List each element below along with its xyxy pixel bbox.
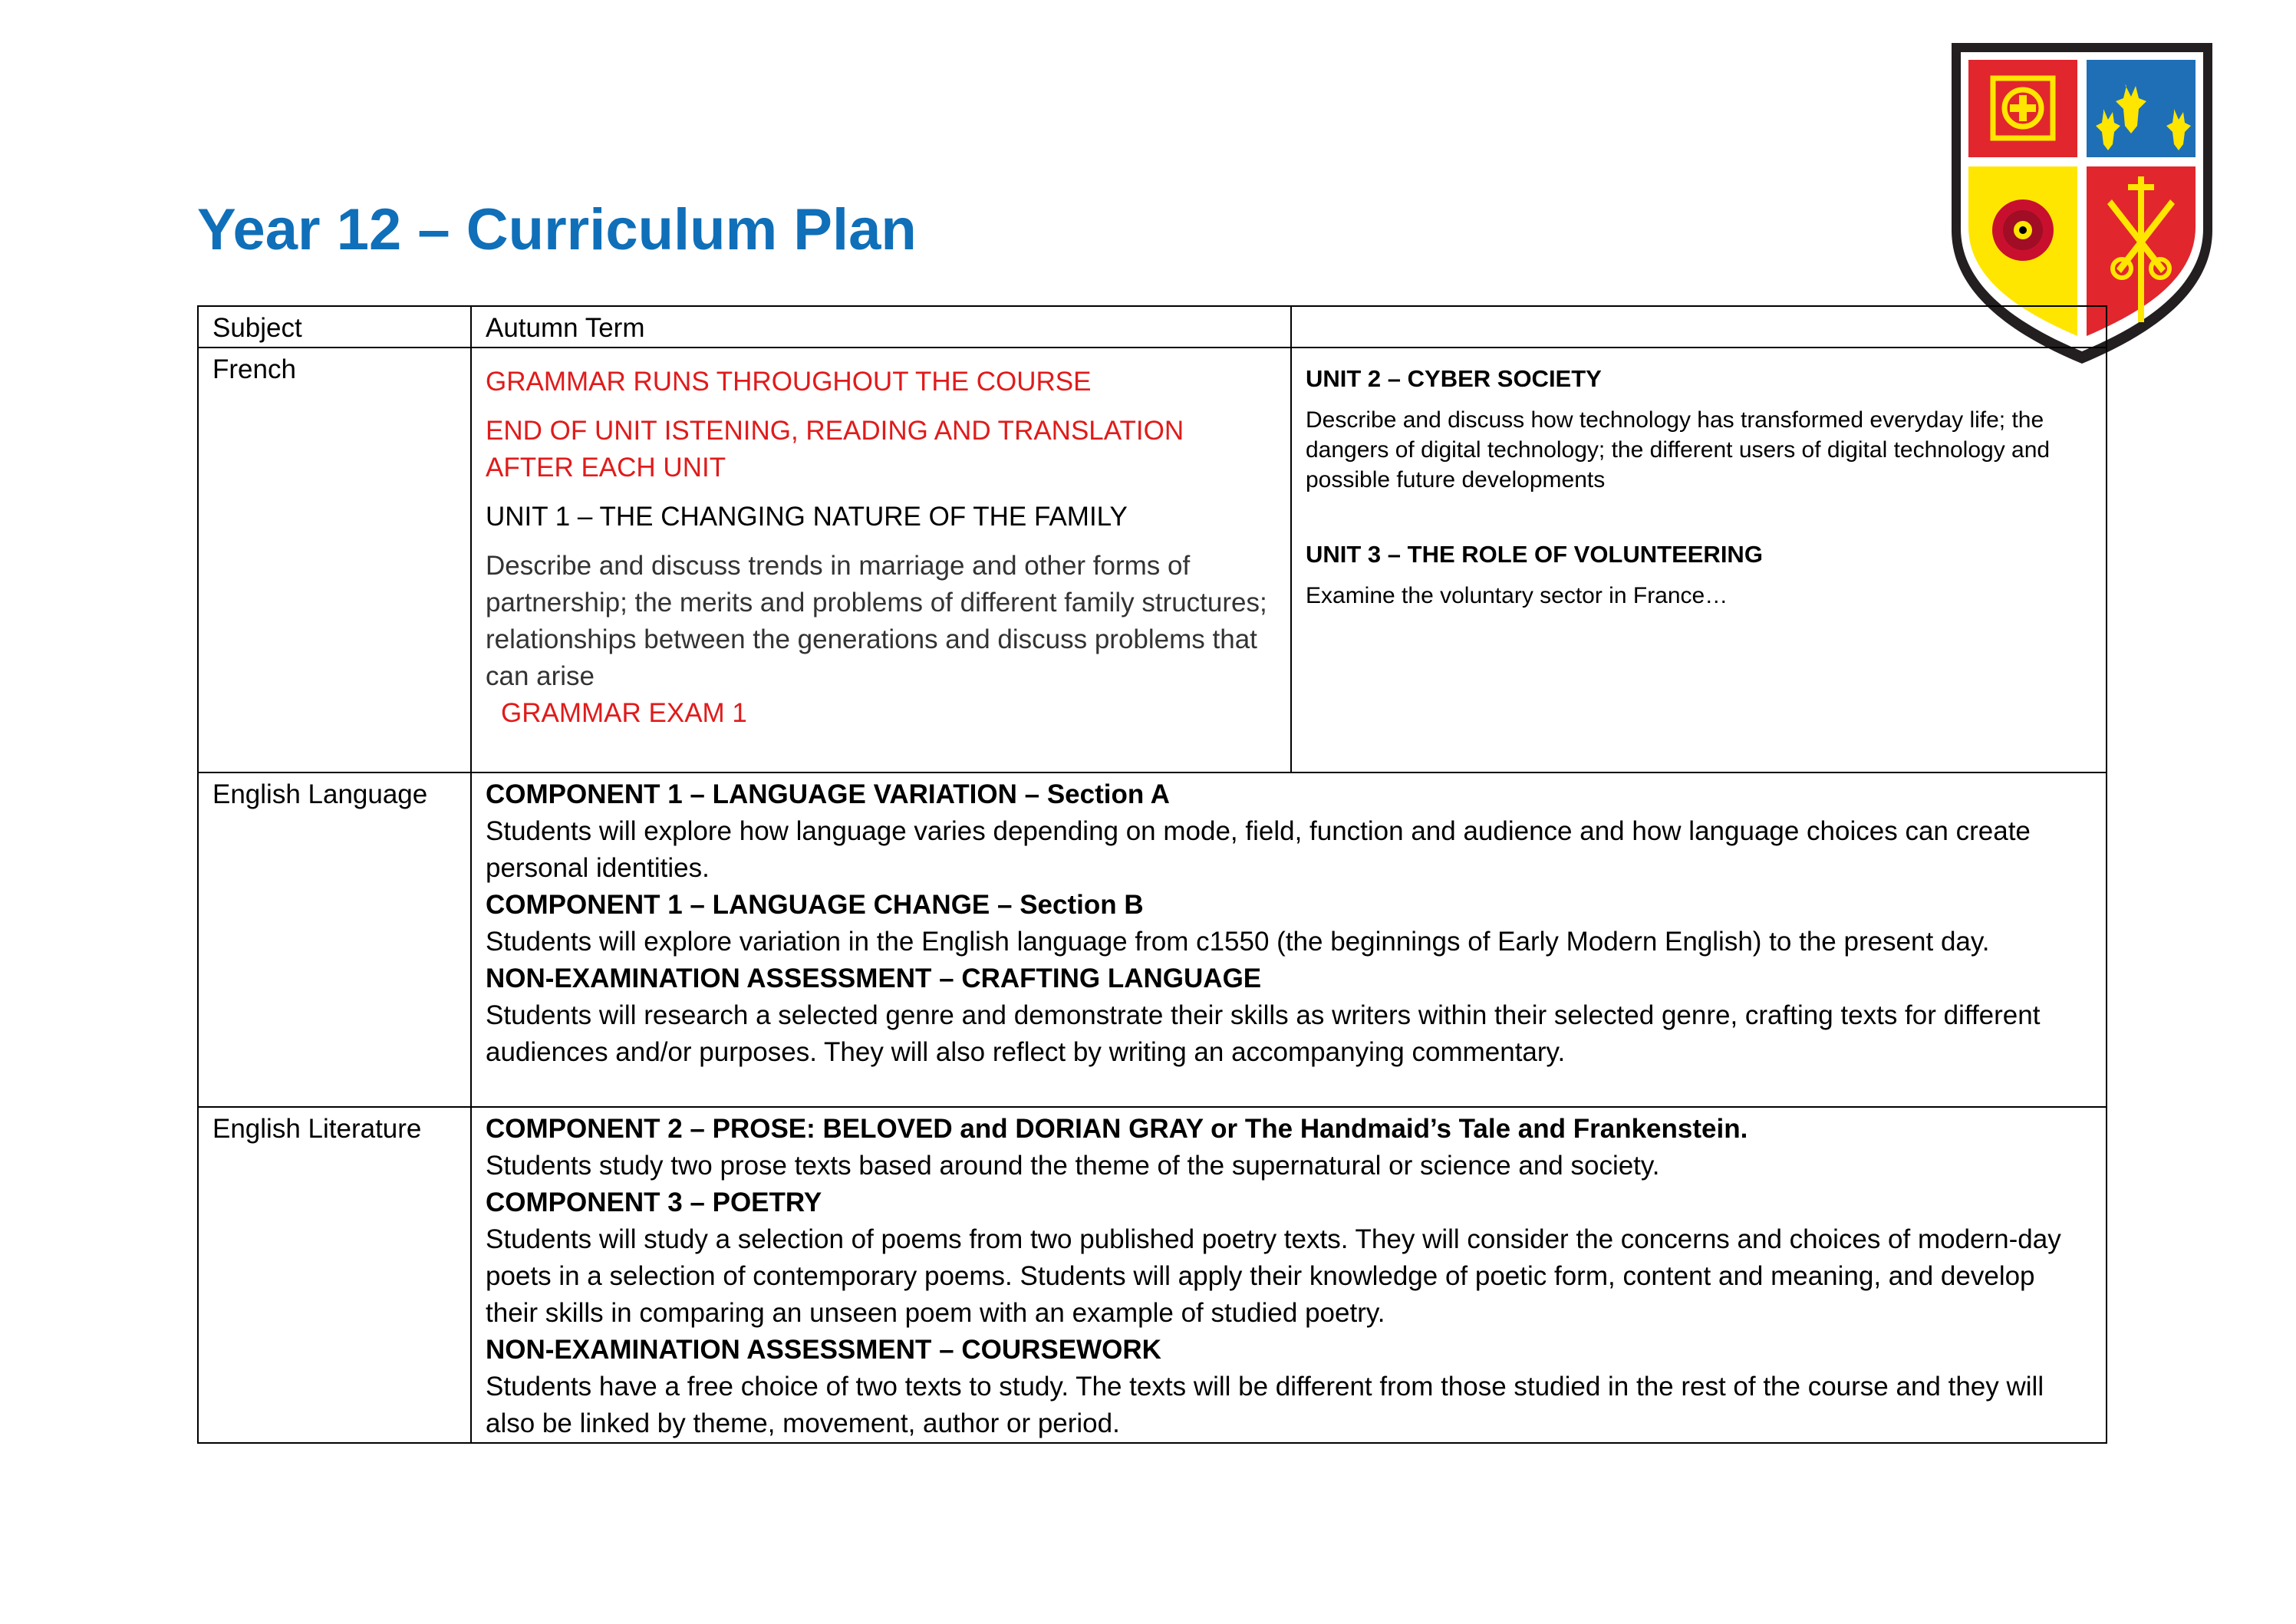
table-row-english-literature [198,1107,2107,1443]
subject-cell: English Language [198,772,471,1107]
unit1-title: UNIT 1 – THE CHANGING NATURE OF THE FAMILY [486,502,1128,532]
curriculum-table [197,305,2107,1444]
grammar-note: GRAMMAR RUNS THROUGHOUT THE COURSE [486,367,1092,397]
nea-description: Students will research a selected genre and demonstrate their skills as writers within their selected genre, crafting texts for different audiences and/or purposes. They will also reflect by writing an accompanying commentary. [486,1000,2041,1067]
french-spring-cell [1291,348,2107,772]
unit2-title: UNIT 2 – CYBER SOCIETY [1306,365,1602,392]
nea-description: Students have a free choice of two texts to study. The texts will be different from those studied in the rest of the course and they will also be linked by theme, movement, author or period. [486,1372,2044,1438]
header-subject: Subject [198,306,471,348]
component2-title: COMPONENT 2 – PROSE: BELOVED and DORIAN GRAY or The Handmaid’s Tale and Frankenstein. [486,1114,1748,1144]
component3-description: Students will study a selection of poems from two published poetry texts. They will consider the concerns and choices of modern-day poets in a selection of contemporary poems. Students will apply their knowledge of poetic form, content and meaning, and develop their skills in comparing an unseen poem with an example of studied poetry. [486,1224,2061,1328]
english-literature-content [471,1107,2107,1443]
subject-cell: English Literature [198,1107,471,1443]
component1a-title: COMPONENT 1 – LANGUAGE VARIATION – Section A [486,779,1170,809]
end-of-unit-note: END OF UNIT ISTENING, READING AND TRANSLATION AFTER EACH UNIT [486,416,1184,483]
unit2-description: Describe and discuss how technology has transformed everyday life; the dangers of digital technology; the different users of digital technology and possible future developments [1306,407,2051,492]
table-row-french [198,348,2107,772]
component1b-title: COMPONENT 1 – LANGUAGE CHANGE – Section B [486,890,1144,920]
component1a-description: Students will explore how language varies depending on mode, field, function and audience and how language choices can create personal identities. [486,816,2031,883]
unit3-title: UNIT 3 – THE ROLE OF VOLUNTEERING [1306,541,1763,568]
component3-title: COMPONENT 3 – POETRY [486,1188,822,1217]
grammar-exam: GRAMMAR EXAM 1 [501,698,747,728]
nea-title: NON-EXAMINATION ASSESSMENT – CRAFTING LANGUAGE [486,964,1262,993]
table-header-row [198,306,2107,348]
nea-title: NON-EXAMINATION ASSESSMENT – COURSEWORK [486,1335,1161,1365]
table-row-english-language [198,772,2107,1107]
header-third-column [1291,306,2107,348]
page-title: Year 12 – Curriculum Plan [197,197,917,262]
unit1-description: Describe and discuss trends in marriage and other forms of partnership; the merits and problems of different family structures; relationships between the generations and discuss problems that can arise [486,551,1267,691]
component2-description: Students study two prose texts based around the theme of the supernatural or science and society. [486,1151,1660,1181]
french-autumn-cell [471,348,1291,772]
subject-cell: French [198,348,471,772]
unit3-description: Examine the voluntary sector in France… [1306,583,1728,608]
english-language-content [471,772,2107,1107]
header-autumn-term: Autumn Term [471,306,1291,348]
component1b-description: Students will explore variation in the English language from c1550 (the beginnings of Early Modern English) to the present day. [486,927,1990,957]
